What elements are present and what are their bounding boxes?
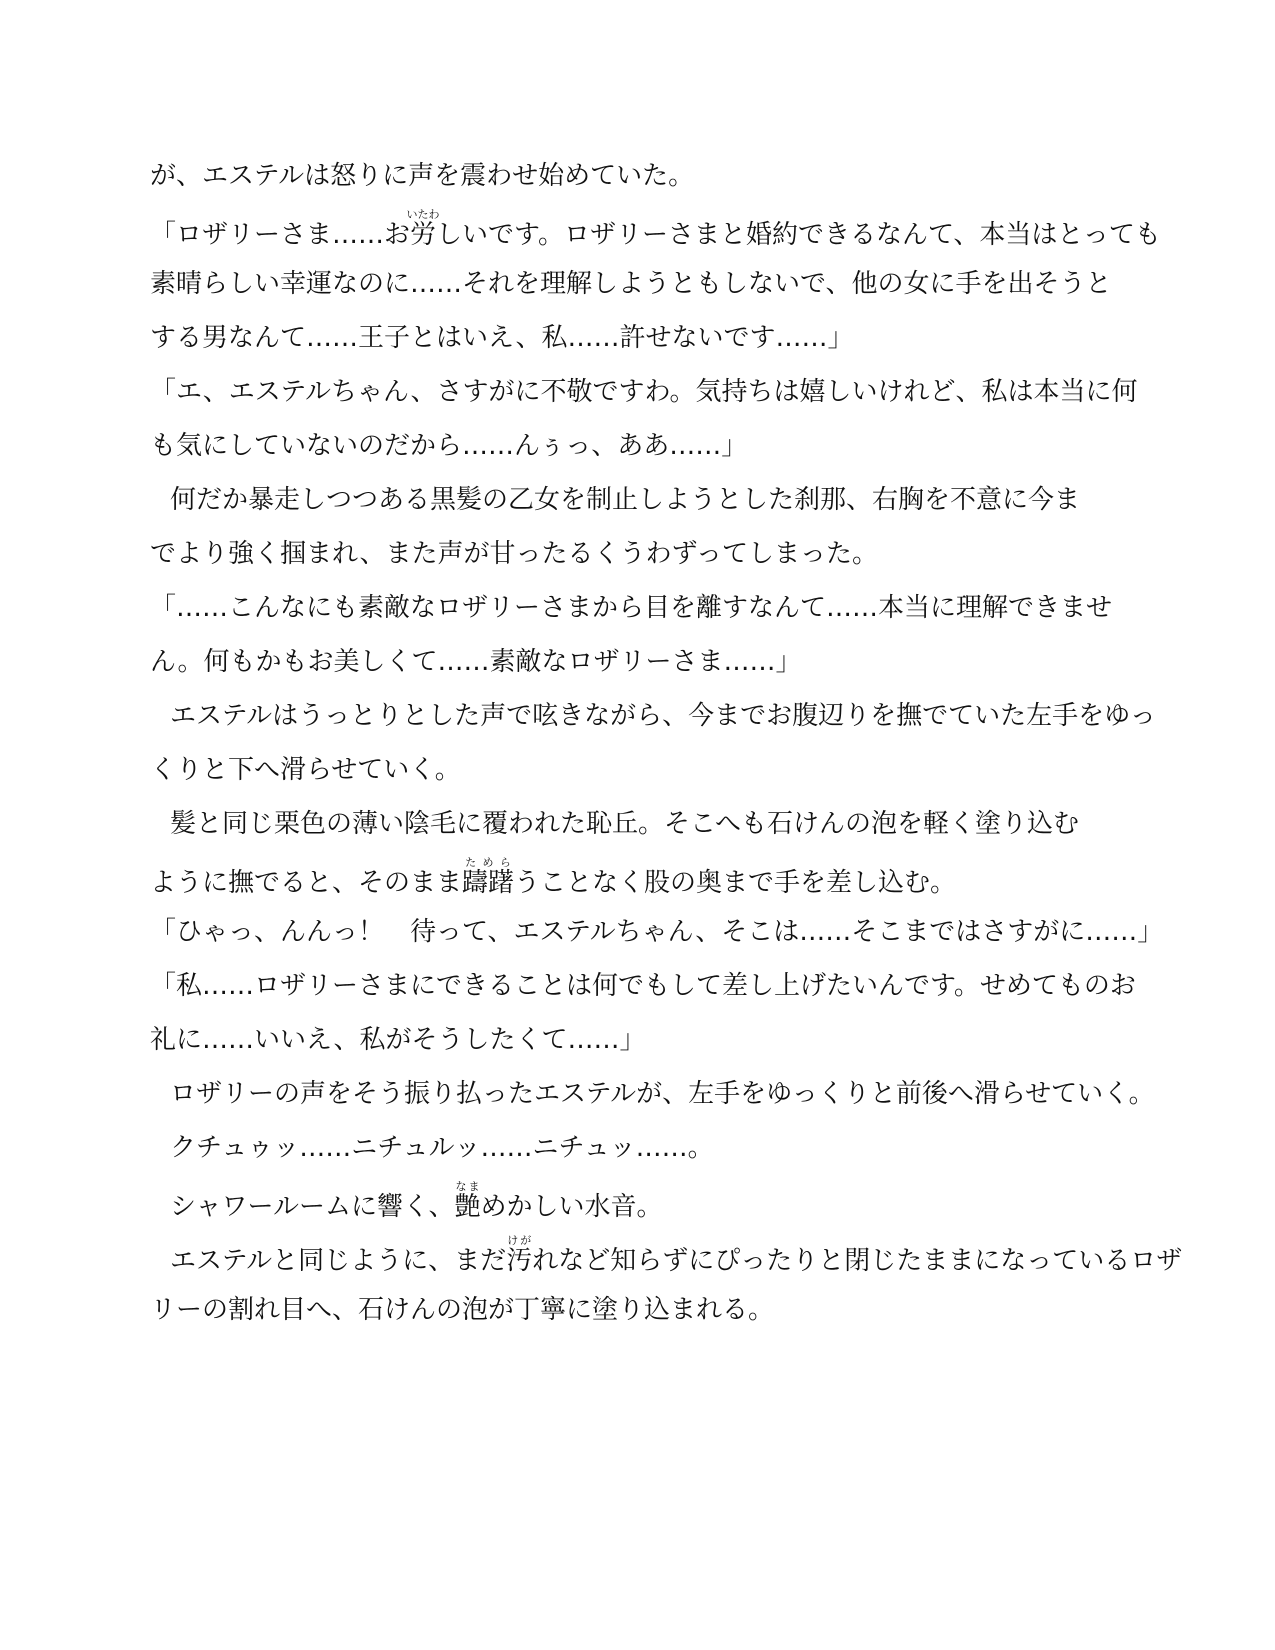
ruby-annotated-word <box>462 856 515 898</box>
text-line <box>150 694 1156 748</box>
text-line <box>150 1180 1130 1234</box>
ruby-annotated-word <box>406 208 440 250</box>
text-segment: リーの割れ目へ、石けんの泡が丁寧に塗り込まれる。 <box>150 1295 775 1325</box>
ruby-annotated-word <box>454 1180 481 1222</box>
text-line <box>150 802 1130 856</box>
text-segment: する男なんて……王子とはいえ、私……許せないです……」 <box>150 323 854 353</box>
text-line <box>150 1018 1130 1072</box>
text-line <box>150 316 1130 370</box>
text-segment: うことなく股の奥まで手を差し込む。 <box>514 868 957 898</box>
text-segment: ん。何もかもお美しくて……素敵なロザリーさま……」 <box>150 647 802 677</box>
ruby-reading: なま <box>454 1180 481 1193</box>
text-line <box>150 964 1136 1018</box>
text-line <box>150 154 1130 208</box>
text-line <box>150 1072 1155 1126</box>
ruby-reading: ためら <box>462 856 515 869</box>
ruby-base: 艶 <box>454 1192 481 1222</box>
text-segment: ように撫でると、そのまま <box>150 868 463 898</box>
ruby-base: 躊躇 <box>462 868 515 898</box>
body-text <box>150 154 1183 1342</box>
text-line <box>150 910 1164 964</box>
ruby-base: 労 <box>406 220 440 250</box>
text-line <box>150 748 1130 802</box>
text-line <box>150 1234 1183 1288</box>
text-segment: シャワールームに響く、 <box>170 1192 455 1222</box>
text-segment: 素晴らしい幸運なのに……それを理解しようともしないで、他の女に手を出そうと <box>150 269 1112 299</box>
text-segment: エステルはうっとりとした声で呟きながら、今までお腹辺りを撫でていた左手をゆっ <box>170 701 1156 731</box>
ruby-reading: けが <box>506 1234 533 1247</box>
text-segment: でより強く掴まれ、また声が甘ったるくうわずってしまった。 <box>150 539 879 569</box>
text-line <box>150 856 1130 910</box>
text-segment: れなど知らずにぴったりと閉じたままになっているロザ <box>532 1246 1183 1276</box>
text-segment: 「……こんなにも素敵なロザリーさまから目を離すなんて……本当に理解できませ <box>150 593 1113 623</box>
text-segment: しいです。ロザリーさまと婚約できるなんて、本当はとっても <box>436 220 1161 250</box>
text-segment: 礼に……いいえ、私がそうしたくて……」 <box>150 1025 646 1055</box>
text-line <box>150 424 1130 478</box>
text-segment: 髪と同じ栗色の薄い陰毛に覆われた恥丘。そこへも石けんの泡を軽く塗り込む <box>170 809 1079 839</box>
text-line <box>150 586 1130 640</box>
text-segment: 「私……ロザリーさまにできることは何でもして差し上げたいんです。せめてものお <box>150 971 1136 1001</box>
text-segment: めかしい水音。 <box>480 1192 663 1222</box>
text-line <box>150 532 1130 586</box>
text-line <box>150 208 1161 262</box>
text-segment: が、エステルは怒りに声を震わせ始めていた。 <box>150 161 695 191</box>
text-line <box>150 1288 1130 1342</box>
text-segment: 「ロザリーさま……お <box>150 220 411 250</box>
ruby-annotated-word <box>506 1234 533 1276</box>
text-segment: 「ひゃっ、んんっ！ 待って、エステルちゃん、そこは……そこまではさすがに……」 <box>150 917 1164 947</box>
text-segment: ロザリーの声をそう振り払ったエステルが、左手をゆっくりと前後へ滑らせていく。 <box>170 1079 1155 1109</box>
text-line <box>150 262 1130 316</box>
text-line <box>150 478 1130 532</box>
ruby-reading: いたわ <box>406 208 440 221</box>
text-segment: クチュゥッ……ニチュルッ……ニチュッ……。 <box>170 1133 714 1163</box>
text-segment: エステルと同じように、まだ <box>170 1246 507 1276</box>
text-line <box>150 1126 1130 1180</box>
text-segment: 「エ、エステルちゃん、さすがに不敬ですわ。気持ちは嬉しいけれど、私は本当に何 <box>150 377 1138 407</box>
text-segment: くりと下へ滑らせていく。 <box>150 755 461 785</box>
ruby-base: 汚 <box>506 1246 533 1276</box>
text-line <box>150 640 1130 694</box>
text-segment: も気にしていないのだから……んぅっ、ああ……」 <box>150 431 748 461</box>
text-segment: 何だか暴走しつつある黒髪の乙女を制止しようとした刹那、右胸を不意に今ま <box>170 485 1081 515</box>
text-line <box>150 370 1138 424</box>
